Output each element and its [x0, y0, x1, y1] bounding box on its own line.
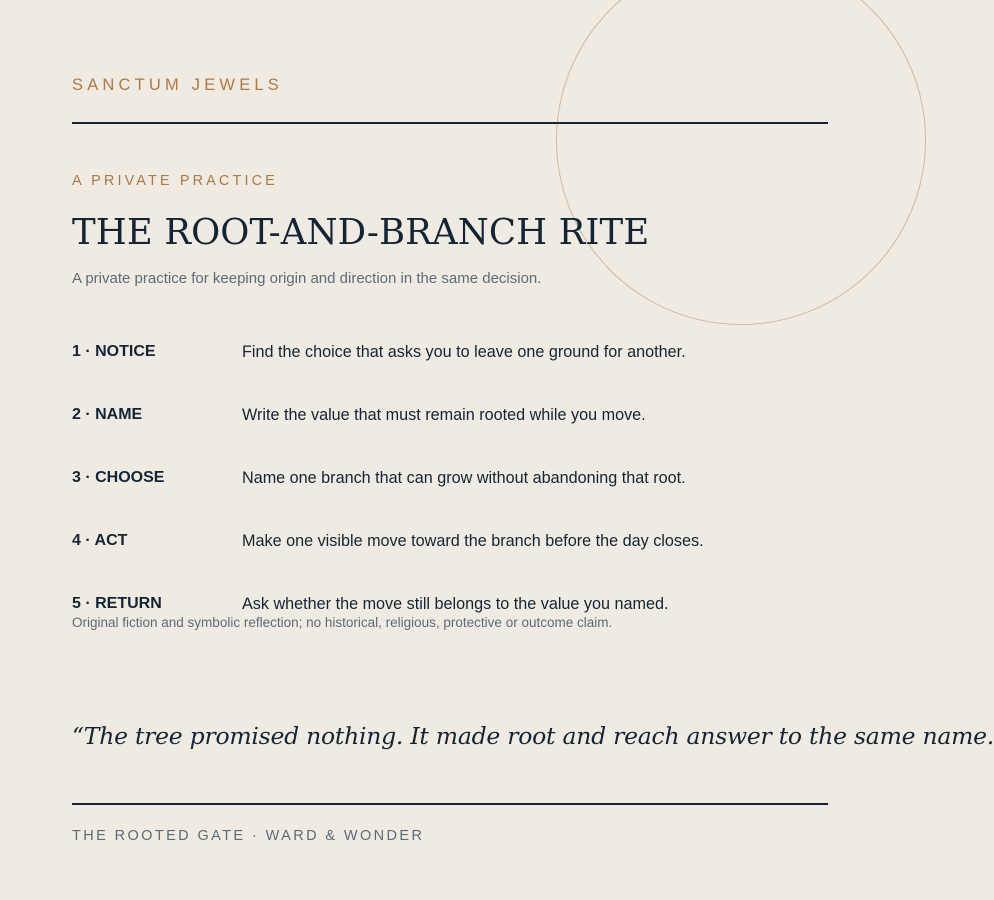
- step-return: [72, 595, 832, 615]
- page-title: THE ROOT-AND-BRANCH RITE: [72, 212, 650, 253]
- step-label: 4 · ACT: [72, 532, 128, 549]
- eyebrow-label: A PRIVATE PRACTICE: [72, 173, 278, 189]
- footer-divider: [72, 803, 828, 805]
- step-act: [72, 532, 832, 552]
- step-name: [72, 406, 832, 426]
- step-choose: [72, 469, 832, 489]
- step-label: 2 · NAME: [72, 406, 143, 423]
- disclaimer-note: Original fiction and symbolic reflection; no historical, religious, protective or outcome claim.: [72, 615, 613, 630]
- step-label: 1 · NOTICE: [72, 343, 156, 360]
- brand-name: SANCTUM JEWELS: [72, 76, 283, 94]
- decorative-circle: [556, 0, 926, 325]
- footer-text: THE ROOTED GATE · WARD & WONDER: [72, 828, 425, 844]
- step-text: Make one visible move toward the branch before the day closes.: [242, 532, 704, 550]
- step-notice: [72, 343, 832, 363]
- step-label: 5 · RETURN: [72, 595, 162, 612]
- step-text: Find the choice that asks you to leave one ground for another.: [242, 343, 686, 361]
- step-text: Write the value that must remain rooted while you move.: [242, 406, 646, 424]
- closing-quote: “The tree promised nothing. It made root and reach answer to the same name.: [72, 722, 994, 750]
- step-label: 3 · CHOOSE: [72, 469, 165, 486]
- step-text: Ask whether the move still belongs to the value you named.: [242, 595, 669, 613]
- step-text: Name one branch that can grow without abandoning that root.: [242, 469, 686, 487]
- header-divider: [72, 122, 828, 124]
- page-subtitle: A private practice for keeping origin and direction in the same decision.: [72, 270, 542, 287]
